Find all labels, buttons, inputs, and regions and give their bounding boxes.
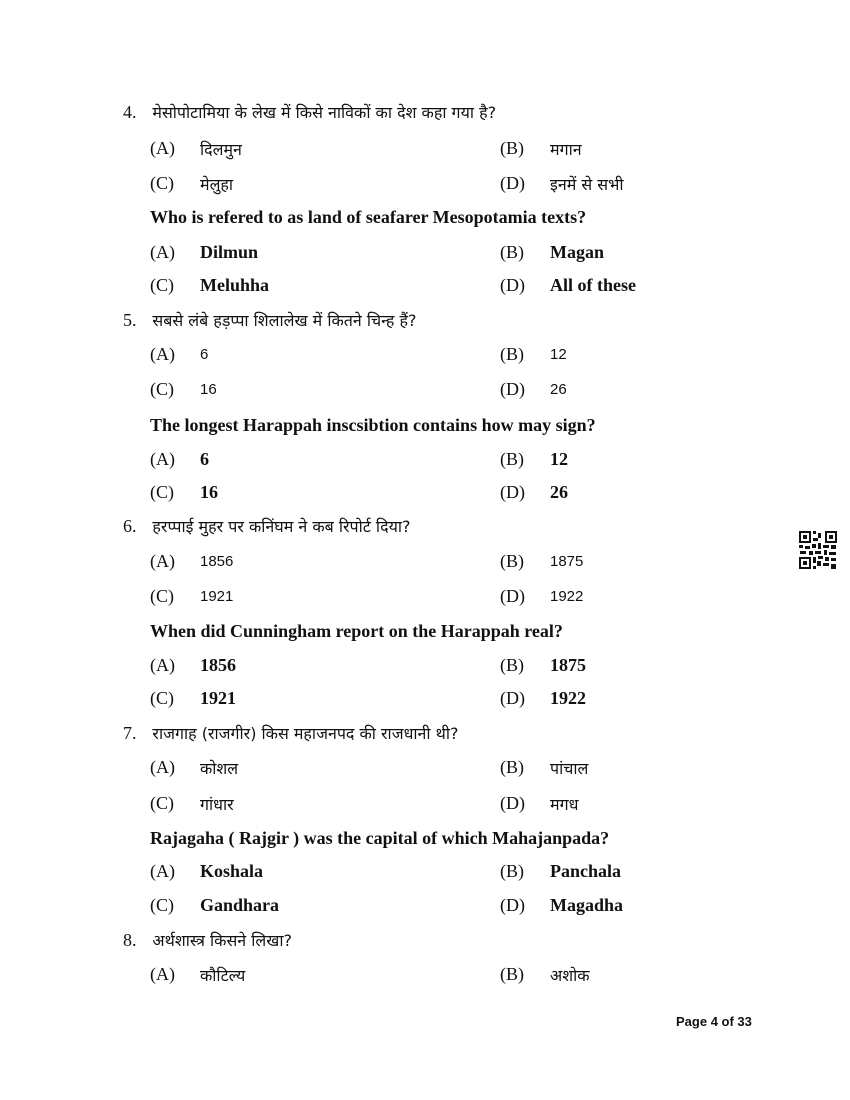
option-text: अशोक	[550, 966, 590, 985]
question-7-hindi	[123, 722, 459, 744]
current-page: 4	[710, 1014, 718, 1029]
option-text: कोशल	[200, 759, 239, 778]
option-label: (B)	[500, 242, 524, 262]
option-label: (A)	[150, 138, 175, 158]
question-6-english: When did Cunningham report on the Harappah real?	[150, 621, 563, 641]
total-pages: 33	[737, 1014, 752, 1029]
option-text: Meluhha	[200, 275, 270, 295]
option-label: (B)	[500, 138, 524, 158]
option-text: दिलमुन	[200, 140, 242, 159]
question-number: 8.	[123, 930, 137, 950]
option-label: (B)	[500, 449, 524, 469]
option-text: गांधार	[200, 795, 234, 814]
option-label: (A)	[150, 551, 175, 571]
page-prefix: Page	[676, 1014, 711, 1029]
question-5-hindi	[123, 309, 417, 331]
qr-code-icon	[798, 530, 838, 570]
option-label: (A)	[150, 655, 175, 675]
option-label: (D)	[500, 482, 525, 502]
option-text: Gandhara	[200, 895, 280, 915]
question-7-english: Rajagaha ( Rajgir ) was the capital of which Mahajanpada?	[150, 828, 610, 848]
option-label: (C)	[150, 379, 174, 399]
option-label: (D)	[500, 586, 525, 606]
question-number: 6.	[123, 516, 137, 536]
question-4-hindi	[123, 101, 496, 123]
option-text: 1856	[200, 655, 236, 675]
option-label: (A)	[150, 757, 175, 777]
option-text: Dilmun	[200, 242, 259, 262]
option-label: (A)	[150, 344, 175, 364]
question-number: 5.	[123, 310, 137, 330]
option-label: (D)	[500, 793, 525, 813]
option-text: Koshala	[200, 861, 264, 881]
option-label: (D)	[500, 379, 525, 399]
option-text: 16	[200, 482, 218, 502]
option-text: 1856	[200, 553, 234, 570]
option-label: (A)	[150, 242, 175, 262]
option-text: 1875	[550, 655, 586, 675]
option-label: (C)	[150, 586, 174, 606]
option-text: 1921	[200, 688, 236, 708]
question-number: 4.	[123, 102, 137, 122]
question-text-hindi: सबसे लंबे हड़प्पा शिलालेख में कितने चिन्ह हैं?	[152, 311, 417, 330]
option-text: 1922	[550, 688, 586, 708]
option-text: 1922	[550, 588, 584, 605]
option-label: (D)	[500, 688, 525, 708]
option-text: पांचाल	[550, 759, 589, 778]
option-text: मेलुहा	[200, 175, 234, 194]
option-text: 12	[550, 449, 568, 469]
question-number: 7.	[123, 723, 137, 743]
option-label: (C)	[150, 895, 174, 915]
option-label: (C)	[150, 173, 174, 193]
option-label: (A)	[150, 449, 175, 469]
option-text: Magadha	[550, 895, 624, 915]
option-text: Panchala	[550, 861, 622, 881]
option-label: (D)	[500, 275, 525, 295]
option-text: Magan	[550, 242, 604, 262]
option-label: (B)	[500, 757, 524, 777]
option-label: (D)	[500, 173, 525, 193]
option-text: मगान	[550, 140, 582, 159]
option-text: 6	[200, 449, 209, 469]
question-8-hindi	[123, 929, 292, 951]
question-6-hindi	[123, 515, 411, 537]
option-label: (B)	[500, 344, 524, 364]
page-of: of	[717, 1014, 738, 1029]
option-text: 6	[200, 346, 209, 363]
option-text: 26	[550, 381, 567, 398]
option-label: (D)	[500, 895, 525, 915]
option-label: (C)	[150, 482, 174, 502]
option-label: (B)	[500, 861, 524, 881]
option-text: 1875	[550, 553, 584, 570]
option-text: कौटिल्य	[200, 966, 246, 985]
option-text: 16	[200, 381, 217, 398]
option-label: (B)	[500, 655, 524, 675]
question-text-hindi: मेसोपोटामिया के लेख में किसे नाविकों का देश कहा गया है?	[152, 103, 497, 122]
option-label: (B)	[500, 551, 524, 571]
option-label: (B)	[500, 964, 524, 984]
option-text: All of these	[550, 275, 636, 295]
option-text: 26	[550, 482, 568, 502]
option-text: 12	[550, 346, 567, 363]
option-label: (C)	[150, 793, 174, 813]
option-text: मगध	[550, 795, 579, 814]
question-4-english: Who is refered to as land of seafarer Mesopotamia texts?	[150, 207, 587, 227]
option-label: (C)	[150, 275, 174, 295]
question-text-hindi: हरप्पाई मुहर पर कनिंघम ने कब रिपोर्ट दिया?	[152, 517, 411, 536]
option-label: (C)	[150, 688, 174, 708]
option-text: 1921	[200, 588, 234, 605]
option-label: (A)	[150, 964, 175, 984]
option-text: इनमें से सभी	[550, 175, 624, 194]
page-number	[676, 1014, 752, 1029]
option-label: (A)	[150, 861, 175, 881]
question-text-hindi: अर्थशास्त्र किसने लिखा?	[152, 931, 292, 950]
question-5-english: The longest Harappah inscsibtion contains how may sign?	[150, 415, 596, 435]
question-text-hindi: राजगाह (राजगीर) किस महाजनपद की राजधानी थी?	[152, 724, 459, 743]
